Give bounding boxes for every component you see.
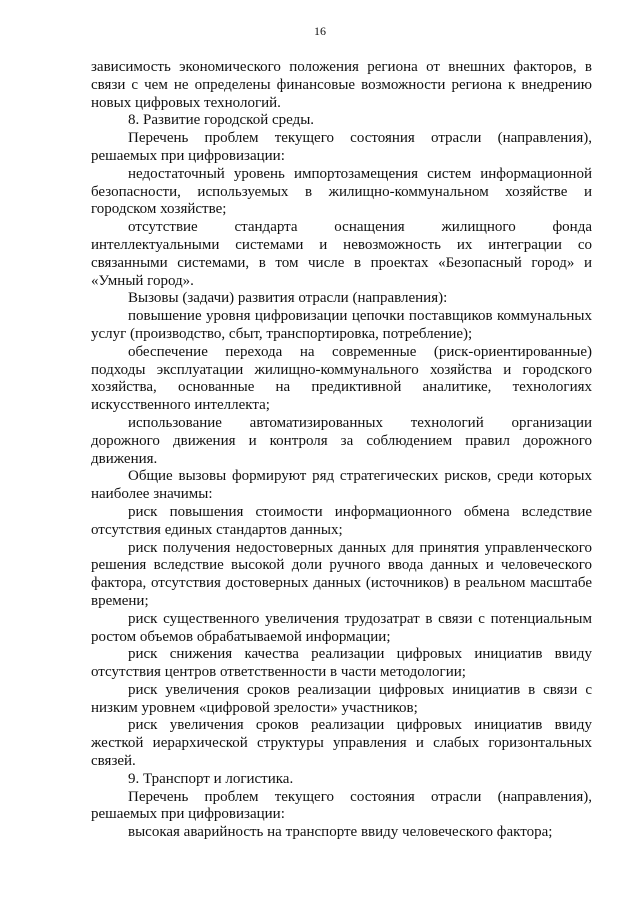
list-item-problem: отсутствие стандарта оснащения жилищного фонда интеллектуальными системами и невозможность их интеграции со связанными системами, в том числе в проектах «Безопасный город» и «Умный город». (91, 219, 592, 289)
list-item-risk: риск увеличения сроков реализации цифровых инициатив ввиду жесткой иерархической структуры управления и слабых горизонтальных связей. (91, 717, 592, 770)
list-item-risk: риск существенного увеличения трудозатрат в связи с потенциальным ростом объемов обрабатываемой информации; (91, 610, 592, 645)
section-heading-urban-environment: 8. Развитие городской среды. (128, 112, 315, 129)
paragraph-intro-continuation: зависимость экономического положения региона от внешних факторов, в связи с чем не определены финансовые возможности региона к внедрению новых цифровых технологий. (91, 59, 592, 111)
list-item-problem: недостаточный уровень импортозамещения систем информационной безопасности, используемых в жилищно-коммунальном хозяйстве и городском хозяйстве; (91, 165, 592, 218)
list-item-problem: высокая аварийность на транспорте ввиду человеческого фактора; (128, 824, 553, 841)
paragraph-risks-intro: Общие вызовы формируют ряд стратегических рисков, среди которых наиболее значимы: (91, 468, 592, 503)
page-body (91, 59, 592, 842)
section-heading-transport: 9. Транспорт и логистика. (128, 770, 294, 787)
list-item-risk: риск снижения качества реализации цифровых инициатив ввиду отсутствия центров ответственности в части методологии; (91, 646, 592, 681)
paragraph-problems-list-intro: Перечень проблем текущего состояния отрасли (направления), решаемых при цифровизации: (91, 788, 592, 823)
list-item-risk: риск увеличения сроков реализации цифровых инициатив в связи с низким уровнем «цифровой зрелости» участников; (91, 681, 592, 716)
list-item-risk: риск получения недостоверных данных для принятия управленческого решения вследствие высокой доли ручного ввода данных и человеческого фактора, отсутствия достоверных данных (источников) в реальном масштабе времени; (91, 539, 592, 609)
list-item-risk: риск повышения стоимости информационного обмена вследствие отсутствия единых стандартов данных; (91, 503, 592, 538)
list-item-challenge: использование автоматизированных технологий организации дорожного движения и контроля за соблюдением правил дорожного движения. (91, 414, 592, 467)
list-item-challenge: обеспечение перехода на современные (риск-ориентированные) подходы эксплуатации жилищно-коммунального хозяйства и городского хозяйства, основанные на предиктивной аналитике, технологиях искусственного интеллекта; (91, 343, 592, 414)
list-item-challenge: повышение уровня цифровизации цепочки поставщиков коммунальных услуг (производство, сбыт, транспортировка, потребление); (91, 308, 592, 342)
paragraph-challenges-intro: Вызовы (задачи) развития отрасли (направления): (128, 290, 448, 307)
page-number: 16 (314, 24, 326, 38)
paragraph-problems-list-intro: Перечень проблем текущего состояния отрасли (направления), решаемых при цифровизации: (91, 130, 592, 164)
